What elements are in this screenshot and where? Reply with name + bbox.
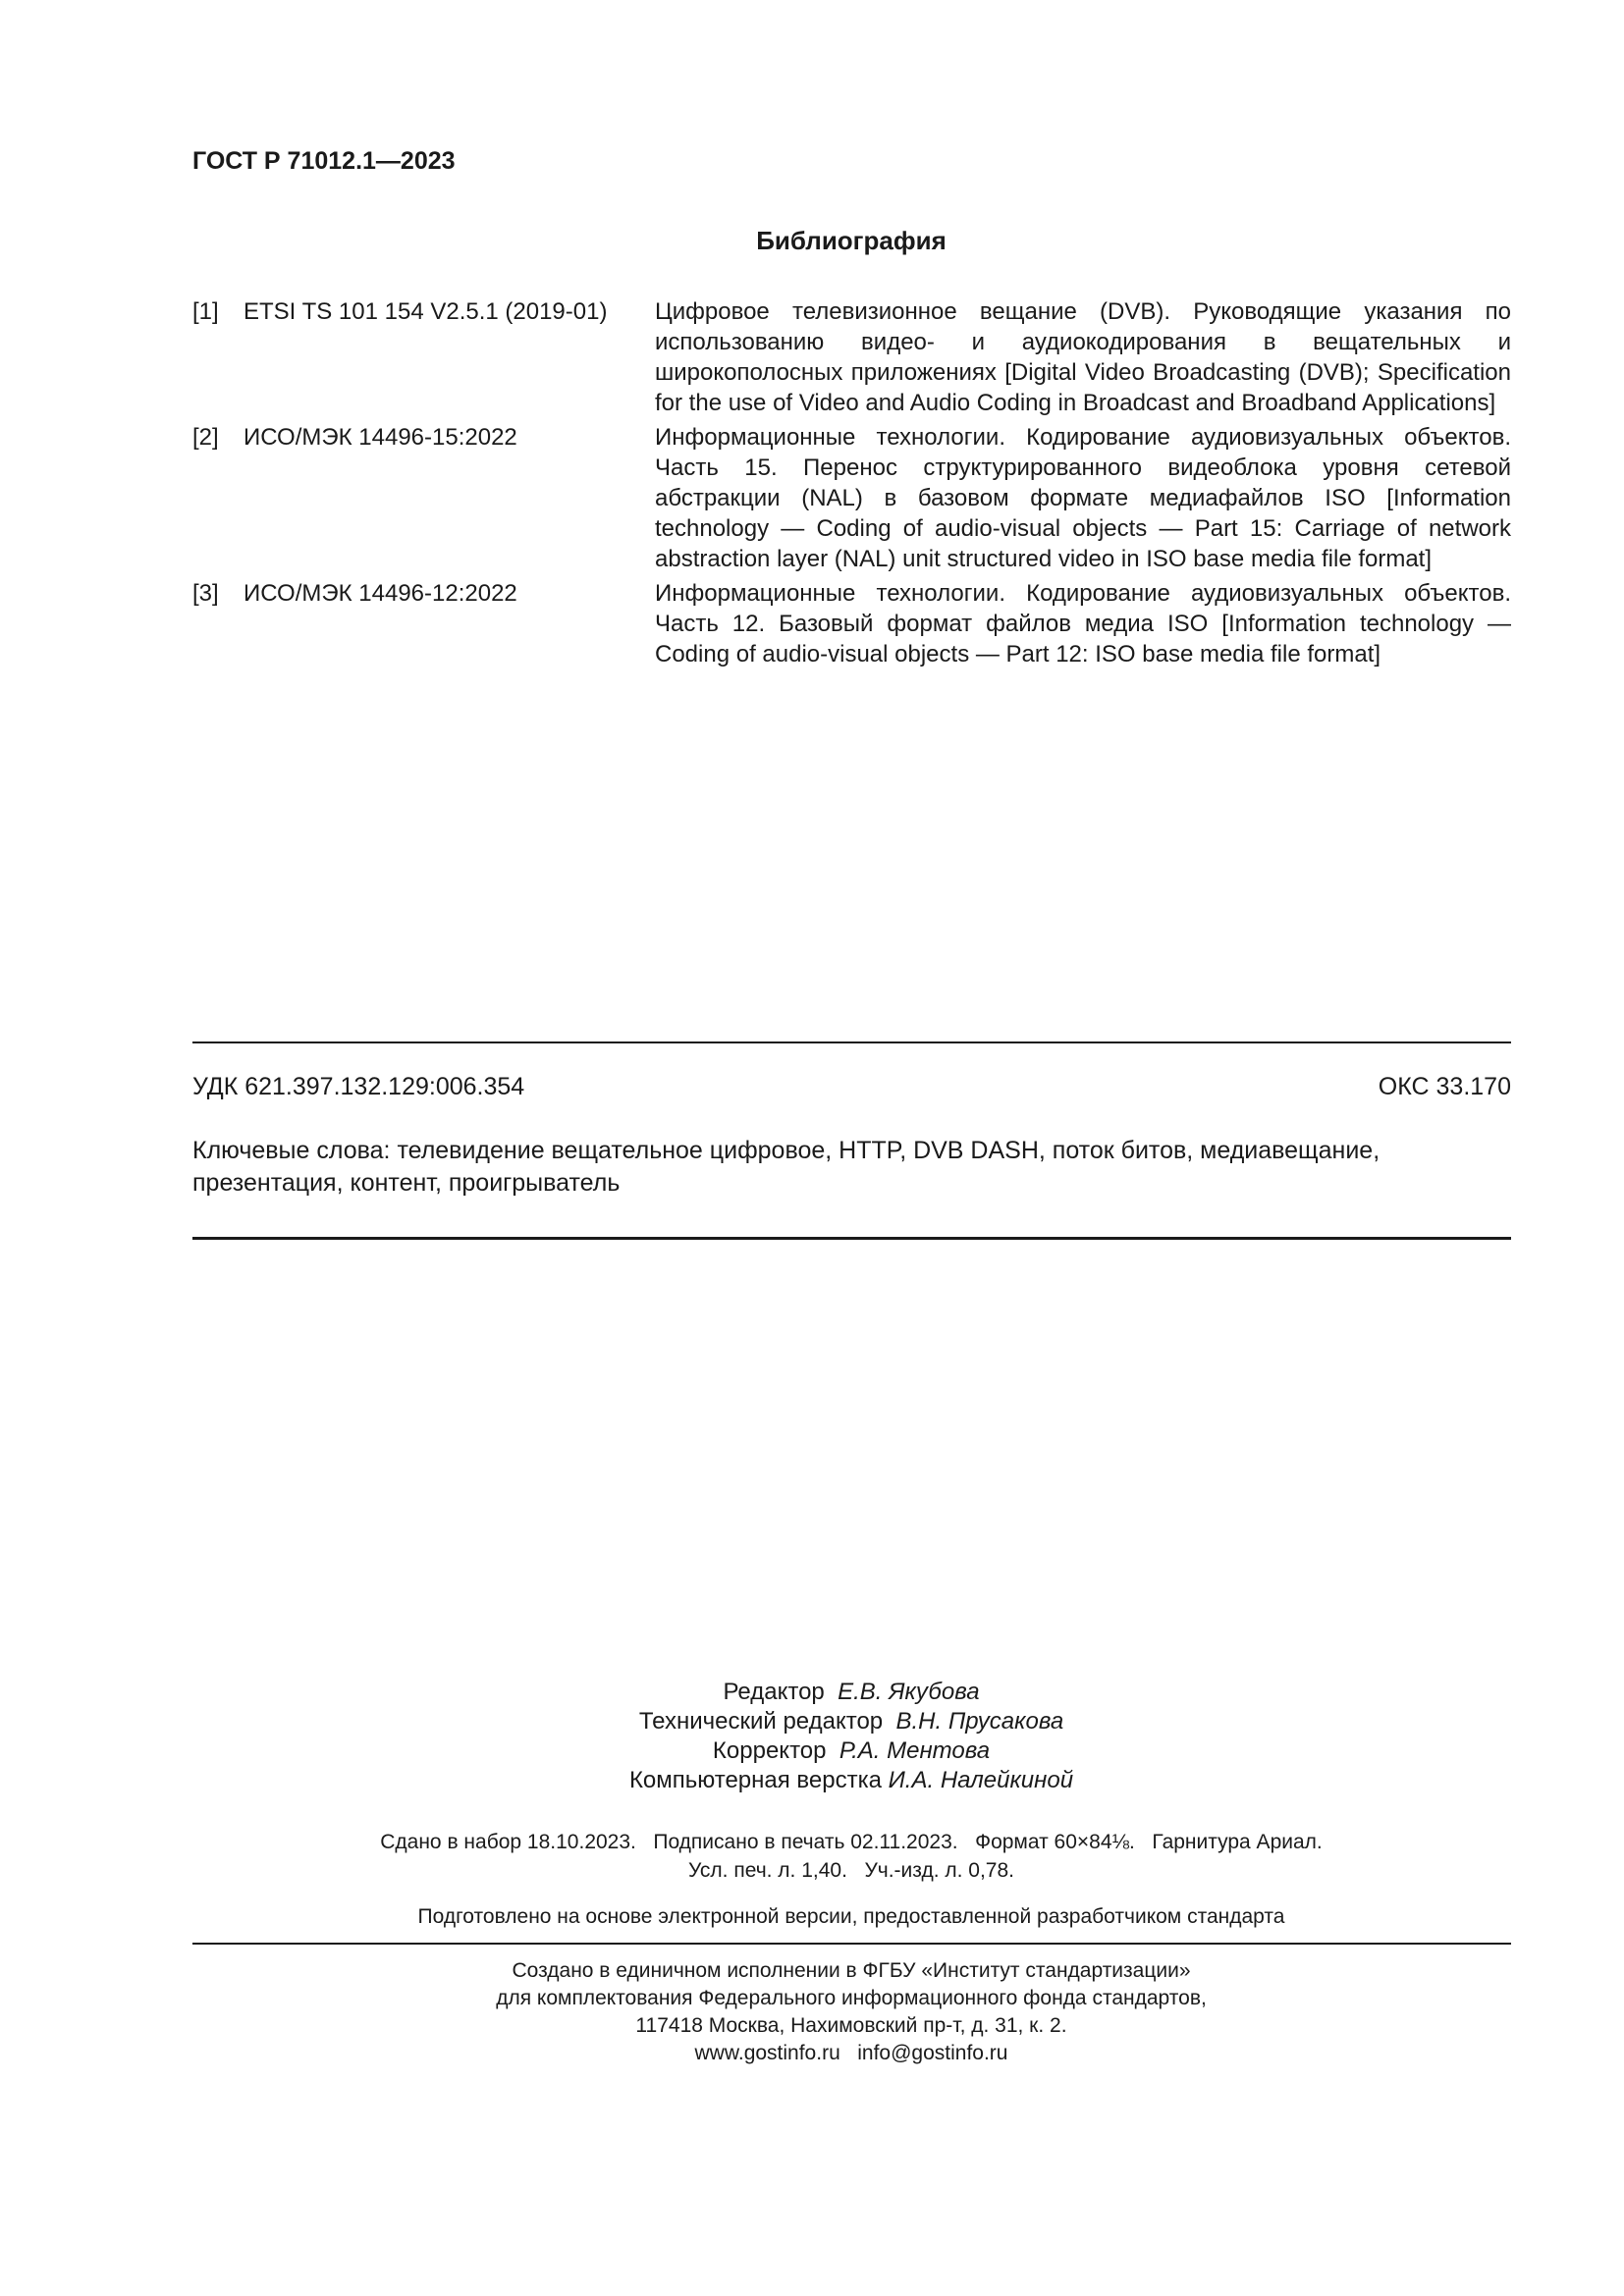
oks-code: ОКС 33.170 (1378, 1073, 1511, 1100)
divider (192, 1041, 1511, 1043)
entry-number: [3] (192, 580, 219, 607)
divider (192, 1237, 1511, 1240)
print-info (0, 1828, 1624, 1885)
staff-role: Редактор (723, 1679, 825, 1705)
udk-code: УДК 621.397.132.129:006.354 (192, 1073, 525, 1100)
entry-code: ИСО/МЭК 14496-15:2022 (244, 424, 517, 451)
staff-line (0, 1707, 1624, 1736)
keywords: Ключевые слова: телевидение вещательное цифровое, HTTP, DVB DASH, поток битов, медиавещание, презентация, контент, проигрыватель (192, 1137, 1380, 1197)
publisher-info (0, 1957, 1624, 2067)
staff-line (0, 1736, 1624, 1766)
staff-role: Корректор (712, 1737, 827, 1764)
print-info-line: Усл. печ. л. 1,40. Уч.-изд. л. 0,78. (687, 1859, 1014, 1882)
staff-name: Е.В. Якубова (838, 1679, 980, 1705)
entry-code: ИСО/МЭК 14496-12:2022 (244, 580, 517, 607)
publisher-line: Создано в единичном исполнении в ФГБУ «Институт стандартизации» (512, 1959, 1191, 1982)
entry-number: [1] (192, 298, 219, 325)
entry-code: ETSI TS 101 154 V2.5.1 (2019-01) (244, 298, 608, 325)
staff-name: Р.А. Ментова (839, 1737, 991, 1764)
publisher-line: для комплектования Федерального информационного фонда стандартов, (496, 1987, 1207, 2009)
divider (192, 1943, 1511, 1945)
bibliography-entry (192, 422, 1511, 574)
publisher-line: www.gostinfo.ru info@gostinfo.ru (694, 2042, 1008, 2064)
document-code: ГОСТ Р 71012.1—2023 (192, 147, 456, 175)
entry-description: Информационные технологии. Кодирование аудиовизуальных объектов. Часть 15. Перенос структурированного видеоблока уровня сетевой абстракции (NAL) в базовом формате медиафайлов ISO [Information technology — Coding of audio-visual objects — Part 15: Carriage of network abstraction layer (NAL) unit structured video in ISO base media file format] (655, 424, 1511, 572)
bibliography-entry (192, 578, 1511, 669)
print-info-line: Сдано в набор 18.10.2023. Подписано в печать 02.11.2023. Формат 60×84⅛. Гарнитура Ариал. (380, 1831, 1323, 1853)
staff-name: В.Н. Прусакова (895, 1708, 1064, 1735)
staff-line (0, 1766, 1624, 1795)
staff-role: Технический редактор (638, 1708, 884, 1735)
editorial-staff (0, 1678, 1624, 1795)
bibliography-entry (192, 296, 1511, 418)
prepared-note: Подготовлено на основе электронной версии, предоставленной разработчиком стандарта (417, 1905, 1285, 1928)
staff-line (0, 1678, 1624, 1707)
entry-description: Цифровое телевизионное вещание (DVB). Руководящие указания по использованию видео- и аудиокодирования в вещательных и широкополосных приложениях [Digital Video Broadcasting (DVB); Specification for the use of Video and Audio Coding in Broadcast and Broadband Applications] (655, 298, 1511, 416)
staff-name: И.А. Налейкиной (888, 1767, 1074, 1793)
bibliography-title: Библиография (756, 226, 947, 255)
staff-role: Компьютерная верстка (628, 1767, 882, 1793)
publisher-line: 117418 Москва, Нахимовский пр-т, д. 31, к. 2. (635, 2014, 1067, 2037)
entry-number: [2] (192, 424, 219, 451)
entry-description: Информационные технологии. Кодирование аудиовизуальных объектов. Часть 12. Базовый формат файлов медиа ISO [Information technology — Coding of audio-visual objects — Part 12: ISO base media file format] (655, 580, 1511, 667)
